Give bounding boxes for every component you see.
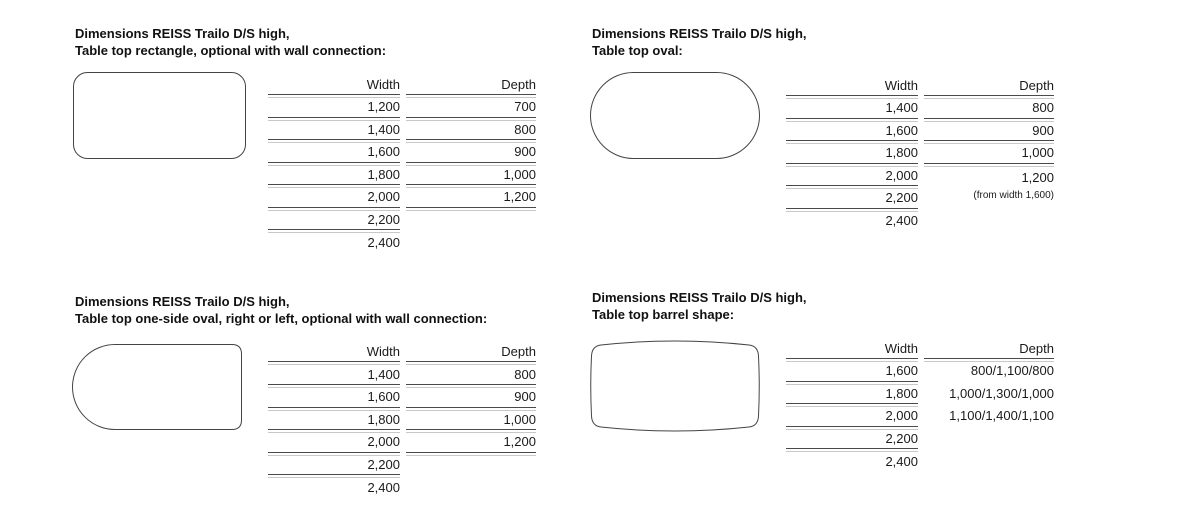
oneside-depth-column [406,344,536,464]
width-value: 1,400 [885,100,918,115]
rect-depth-column [406,77,536,217]
depth-value: 1,200 [503,434,536,449]
oneside-width-column [268,344,400,504]
width-value: 2,400 [885,454,918,469]
depth-value: 700 [514,99,536,114]
depth-value: 1,000/1,300/1,000 [949,386,1054,401]
width-value: 1,200 [367,99,400,114]
width-value: 2,200 [885,190,918,205]
depth-value: 800/1,100/800 [970,363,1054,378]
depth-value: 800 [514,367,536,382]
depth-header: Depth [501,77,536,92]
depth-value: 900 [514,144,536,159]
depth-header: Depth [1019,78,1054,93]
width-header: Width [884,78,918,93]
oval-title-line2: Table top oval: [592,43,683,58]
depth-value: 1,200 [1021,170,1054,185]
depth-value: 1,200 [503,189,536,204]
depth-value: 900 [1032,123,1054,138]
width-value: 1,600 [885,363,918,378]
barrel-width-column [786,341,918,481]
depth-value: 1,100/1,400/1,100 [949,408,1054,423]
depth-note: (from width 1,600) [973,190,1054,201]
oval-width-column [786,78,918,238]
oval-depth-column [924,78,1054,208]
width-value: 1,600 [885,123,918,138]
barrel-table-top-drawing [589,340,763,432]
oneside-title-line2: Table top one-side oval, right or left, optional with wall connection: [75,311,488,326]
width-value: 2,400 [367,480,400,495]
depth-value: 800 [1032,100,1054,115]
width-value: 2,400 [367,235,400,250]
depth-value: 1,000 [1021,145,1054,160]
width-value: 1,400 [367,367,400,382]
width-header: Width [366,344,400,359]
depth-header: Depth [1019,341,1054,356]
rect-title-line1: Dimensions REISS Trailo D/S high, [75,26,290,41]
barrel-depth-column [924,341,1054,421]
width-header: Width [366,77,400,92]
depth-value: 900 [514,389,536,404]
width-value: 1,600 [367,144,400,159]
oval-table-top-drawing [590,72,762,160]
width-value: 2,200 [367,457,400,472]
width-value: 2,000 [885,168,918,183]
depth-header: Depth [501,344,536,359]
width-value: 2,400 [885,213,918,228]
one-side-oval-table-top-drawing [72,344,244,432]
width-value: 2,200 [367,212,400,227]
width-value: 2,000 [367,434,400,449]
width-value: 1,800 [885,145,918,160]
depth-value: 1,000 [503,167,536,182]
width-value: 1,400 [367,122,400,137]
width-value: 2,000 [367,189,400,204]
width-value: 1,800 [367,167,400,182]
oneside-title-line1: Dimensions REISS Trailo D/S high, [75,294,290,309]
width-value: 1,800 [885,386,918,401]
depth-value: 800 [514,122,536,137]
width-value: 1,800 [367,412,400,427]
width-value: 1,600 [367,389,400,404]
width-header: Width [884,341,918,356]
oval-title-line1: Dimensions REISS Trailo D/S high, [592,26,807,41]
depth-value: 1,000 [503,412,536,427]
rect-width-column [268,77,400,257]
barrel-title-line1: Dimensions REISS Trailo D/S high, [592,290,807,305]
rectangle-table-top-drawing [73,72,247,160]
width-value: 2,200 [885,431,918,446]
barrel-title-line2: Table top barrel shape: [592,307,735,322]
rect-title-line2: Table top rectangle, optional with wall connection: [75,43,387,58]
width-value: 2,000 [885,408,918,423]
